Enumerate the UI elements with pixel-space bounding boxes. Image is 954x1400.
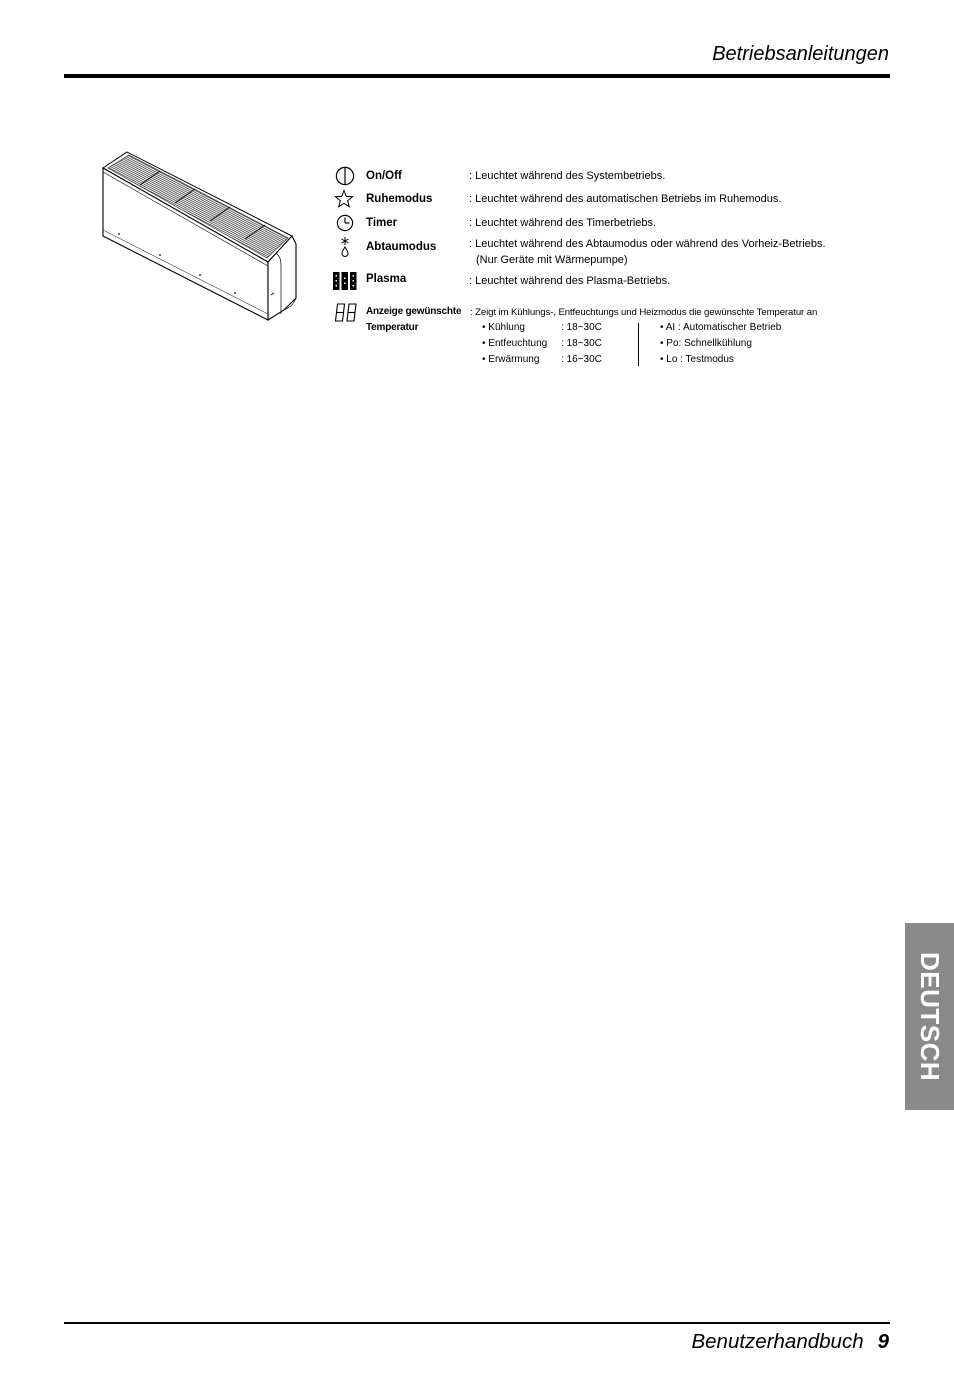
footer-title: Benutzerhandbuch — [691, 1330, 864, 1353]
temperature-description: : Zeigt im Kühlungs-, Entfeuchtungs und Heizmodus die gewünschte Temperatur an — [470, 307, 818, 318]
display-code: • Po: Schnellkühlung — [660, 338, 752, 349]
indicator-label-ruhemodus: Ruhemodus — [366, 193, 433, 205]
indicator-description-timer: : Leuchtet während des Timerbetriebs. — [469, 217, 657, 229]
seven-segment-88-icon — [334, 303, 358, 322]
indicator-label-timer: Timer — [366, 217, 398, 229]
language-tab-label: DEUTSCH — [915, 951, 945, 1082]
star-icon — [334, 189, 354, 209]
display-code: • AI : Automatischer Betrieb — [660, 322, 782, 333]
temperature-label-line2: Temperatur — [366, 322, 419, 333]
header-title: Betriebsanleitungen — [712, 43, 889, 65]
indicator-note-abtaumodus: (Nur Geräte mit Wärmepumpe) — [476, 254, 628, 266]
indicator-label-abtaumodus: Abtaumodus — [366, 241, 437, 253]
indicator-description-plasma: : Leuchtet während des Plasma-Betriebs. — [469, 275, 671, 287]
temperature-label-line1: Anzeige gewünschte — [366, 306, 462, 317]
header-rule — [64, 74, 890, 78]
mode-range: : 18~30C — [561, 322, 602, 333]
display-code: • Lo : Testmodus — [660, 354, 734, 365]
footer — [691, 1330, 889, 1354]
indicator-label-plasma: Plasma — [366, 273, 407, 285]
plasma-icon — [333, 271, 357, 291]
language-tab — [905, 923, 954, 1110]
column-divider — [638, 323, 639, 366]
clock-icon — [335, 213, 355, 233]
indicator-description-ruhemodus: : Leuchtet während des automatischen Betriebs im Ruhemodus. — [469, 193, 782, 205]
power-icon — [335, 166, 355, 186]
indicator-label-onoff: On/Off — [366, 170, 402, 182]
indicator-description-abtaumodus: : Leuchtet während des Abtaumodus oder während des Vorheiz-Betriebs. — [469, 238, 826, 250]
defrost-icon — [339, 236, 351, 258]
footer-rule — [64, 1322, 890, 1324]
mode-range: : 16~30C — [561, 354, 602, 365]
mode-name: • Entfeuchtung — [482, 338, 548, 349]
indicator-description-onoff: : Leuchtet während des Systembetriebs. — [469, 170, 666, 182]
page-number: 9 — [877, 1330, 889, 1353]
air-conditioner-illustration — [100, 150, 300, 325]
mode-name: • Erwärmung — [482, 354, 540, 365]
mode-range: : 18~30C — [561, 338, 602, 349]
mode-name: • Kühlung — [482, 322, 525, 333]
